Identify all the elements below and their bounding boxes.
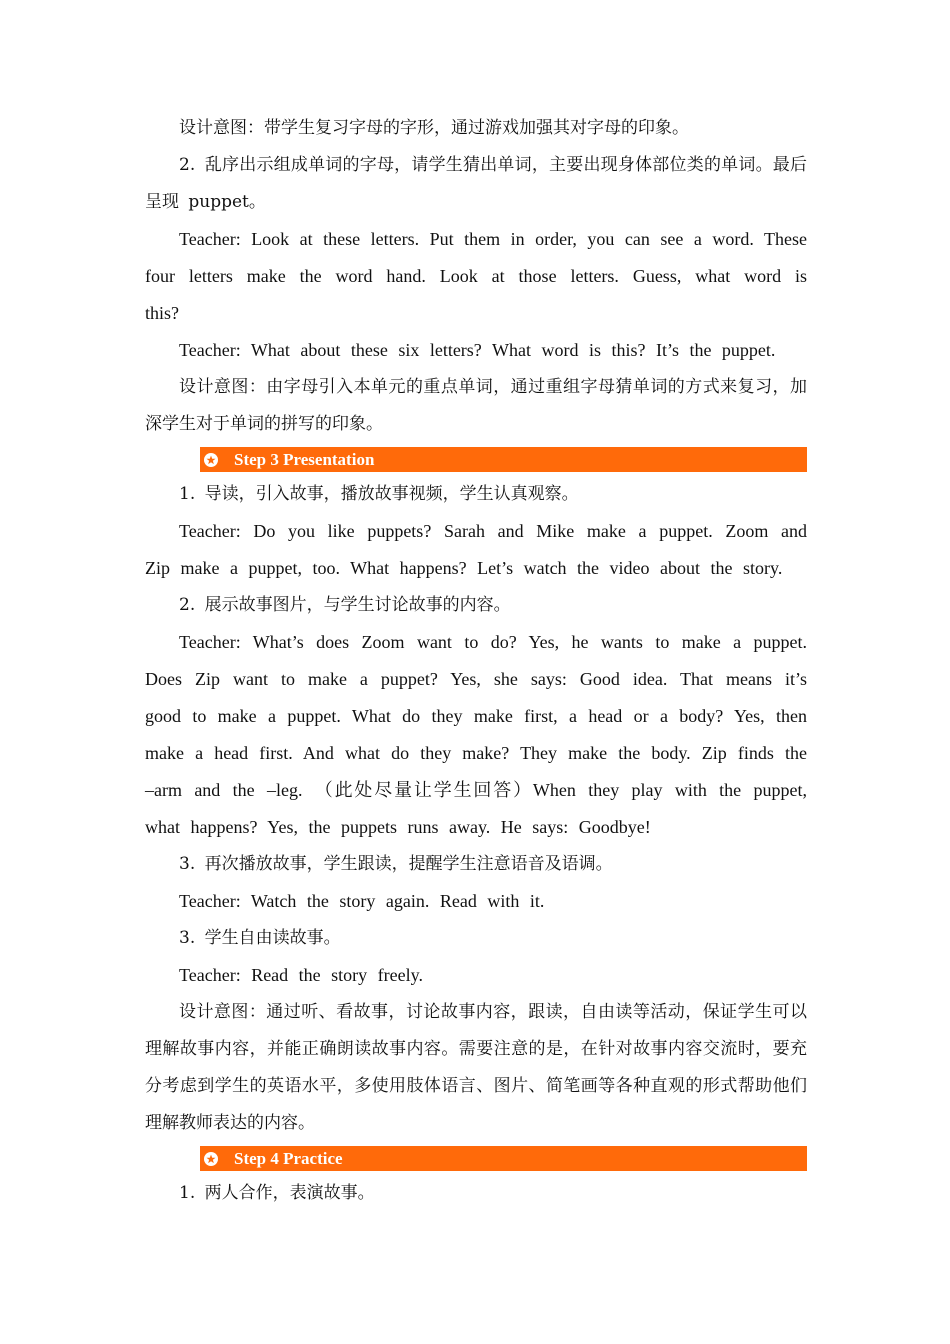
step-4-title: Step 4 Practice <box>234 1148 343 1168</box>
section-step2-tail <box>145 110 807 443</box>
star-circle-icon <box>204 1152 218 1166</box>
paragraph: 设计意图：带学生复习字母的字形，通过游戏加强其对字母的印象。 <box>179 118 689 138</box>
paragraph: Teacher: Do you like puppets? Sarah and Mike make a puppet. Zoom and Zip make a puppet, too. What happens? Let’s watch the video about the story. <box>145 521 807 578</box>
paragraph: Teacher: What about these six letters? What word is this? It’s the puppet. <box>179 340 776 360</box>
paragraph: Teacher: Watch the story again. Read with it. <box>179 891 545 911</box>
paragraph: 1. 两人合作，表演故事。 <box>179 1183 375 1203</box>
section-step4 <box>145 1175 807 1212</box>
paragraph: 2. 乱序出示组成单词的字母，请学生猜出单词，主要出现身体部位类的单词。最后呈现 puppet。 <box>145 155 807 212</box>
paragraph: 3. 学生自由读故事。 <box>179 928 341 948</box>
paragraph: 设计意图：通过听、看故事，讨论故事内容，跟读，自由读等活动，保证学生可以理解故事内容，并能正确朗读故事内容。需要注意的是，在针对故事内容交流时，要充分考虑到学生的英语水平，多使用肢体语言、图片、简笔画等各种直观的形式帮助他们理解教师表达的内容。 <box>145 1002 807 1133</box>
paragraph: 3. 再次播放故事，学生跟读，提醒学生注意语音及语调。 <box>179 854 613 874</box>
paragraph: Teacher: What’s does Zoom want to do? Yes, he wants to make a puppet. Does Zip want to make a puppet? Yes, she says: Good idea. That means it’s good to make a puppet. What do they make first, a head or a body? Yes, then make a head first. And what do they make? They make the body. Zip finds the –arm and the –leg. （此处尽量让学生回答）When they play with the puppet, what happens? Yes, the puppets runs away. He says: Goodbye! <box>145 632 807 837</box>
paragraph: 1. 导读，引入故事，播放故事视频，学生认真观察。 <box>179 484 579 504</box>
section-step3 <box>145 476 807 1142</box>
step-4-header <box>200 1146 807 1171</box>
step-3-title: Step 3 Presentation <box>234 449 375 469</box>
star-circle-icon <box>204 453 218 467</box>
paragraph: 2. 展示故事图片，与学生讨论故事的内容。 <box>179 595 511 615</box>
paragraph: Teacher: Look at these letters. Put them in order, you can see a word. These four letters make the word hand. Look at those letters. Guess, what word is this? <box>145 229 807 323</box>
paragraph: Teacher: Read the story freely. <box>179 965 423 985</box>
paragraph: 设计意图：由字母引入本单元的重点单词，通过重组字母猜单词的方式来复习，加深学生对于单词的拼写的印象。 <box>145 377 807 434</box>
step-3-header <box>200 447 807 472</box>
document-body <box>145 110 807 1212</box>
